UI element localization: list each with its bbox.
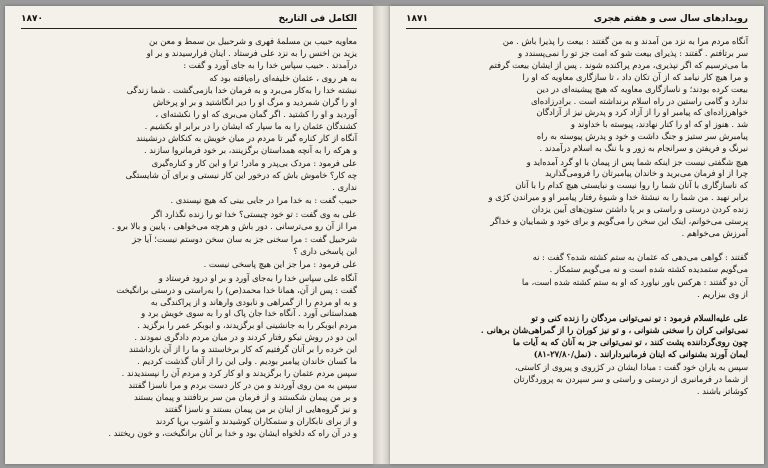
right-page-number: ۱۸۷۱	[406, 14, 428, 24]
paragraph: علی به وی گفت : تو خود چیستی؟ خدا تو را زنده نگذارد اگر مرا از آن رو می‌ترسانی . دور باش و هرچه می‌خواهی ، پایین و بالا برو .	[111, 208, 357, 231]
right-book-page	[390, 6, 764, 464]
right-page-body	[406, 36, 748, 454]
left-page-number: ۱۸۷۰	[21, 14, 43, 24]
paragraph: آن دو گفتند : هرکس باور نیاورد که او به ستم کشته شده است، ما از وی بیزاریم .	[521, 277, 748, 300]
paragraph: شرحبیل گفت : مرا سخنی جز به سان سخن دوستم نیست؛ آیا جز این پاسخی داری ؟	[132, 234, 357, 256]
left-page-header	[21, 14, 357, 29]
paragraph: سپس به یاران خود گفت : مبادا ایشان در کژروی و پیروی از کاستی، از شما در فرمانبری از درستی و راستی و سر سپردن به پروردگارتان کوشاتر باشند .	[513, 362, 748, 396]
book-gutter	[373, 6, 390, 464]
paragraph: آنگاه علی سپاس خدا را به‌جای آورد و بر او درود فرستاد و گفت : پس از آن، همانا خدا محمد(ص) را به‌راستی و درستی برانگیخت و به او مردم را از گمراهی و نابودی وارهاند و از پراکندگی به همداستانی آورد . آنگاه خدا جان پاک او را به سوی خویش برد و مردم ابوبکر را به جانشینی او برگزیدند، و ابوبکر عمر را برگزید . این دو در روش نیکو رفتار کردند و در میان مردم دادگری نمودند . این خرده را بر آنان گرفتیم که کار برخاستند و ما را از آن بازداشتند ما کسان خاندان پیامبر بودیم . ولی این را از آنان گذشت کردیم . سپس مردم عثمان را برگزیدند و او کار کرد و مردم آن را نپسندیدند . سپس به من روی آوردند و من در کار دست بردم و مرا ناسزا گفتند و بر من پیمان شکستند و از فرمان من سر برتافتند و پیمان بستند و نیز گروه‌هایی از اینان بر من پیمان بستند و ناسزا گفتند و از برای نابکاران و ستمکاران کوشیدند و آشوب برپا کردند و در آن راه که دلخواه ایشان بود و خدا بر آنان برانگیخت، و خون ریختند .	[108, 272, 357, 438]
paragraph: به هر روی ، عثمان خلیفه‌ای راه‌یافته بود که نیشته خدا را به‌کار می‌برد و به فرمان خدا بازمی‌گشت . شما زندگی او را گران شمردید و مرگ او را دیر انگاشتید و بر او پرخاش آوردید و او را کشتید . اگر گمان می‌بری که او را نکشته‌ای ، کشندگان عثمان را به ما سپار که ایشان را در برابر او بکشیم . آنگاه از کار کناره گیر تا مردم در میان خویش به کنکاش درنشینند و هرکه را به آنچه همداستان برگزینند، بر خود فرمانروا سازند .	[126, 73, 357, 155]
paragraph: آنگاه مردم مرا به نزد من آمدند و به من گفتند : بیعت را پذیرا باش . من سر برتافتم . گفتند : پذیرای بیعت شو که امت جز تو را نمی‌پسندد و ما می‌ترسیم که اگر نپذیری، مردم پراکنده شوند . پس از ایشان بیعت گرفتم و مرا هیچ کار نیامد که از آن تکان داد ، تا سازگاری معاویه که او را بیعت کرده بودند؛ و ناسازگاری معاویه که هیچ پیشینه‌ای در دین ندارد و گامی راستین در راه اسلام برنداشته است . برادرزاده‌ای خواهرزاده‌ای که پیامبر او را از آزاد کرد و پدرش نیز از آزادگان شد . هنوز او که او را کنار نهادند، پیوسته با خداوند و پیامبرش سر ستیز و جنگ داشت و خود و پدرش پیوسته به راه نیرنگ و فریفتن و سرانجام به زور و با ننگ به اسلام درآمدند .	[489, 36, 748, 154]
paragraph: علی فرمود : مرا جز این هیچ پاسخی نیست .	[203, 259, 357, 270]
quran-quote-paragraph: علی علیه‌السلام فرمود : تو نمی‌توانی مردگان را زنده کنی و تو نمی‌توانی کران را سخنی شنوانی ، و تو نیز کوران را از گمراهی‌شان برهانی . چون روی‌گرداننده پشت کنند ، تو نمی‌توانی جز به آنان که به آیات ما ایمان آورند بشنوانی که اینان فرمانبردارانند . (نمل/۲۷/۸۰-۸۱)	[480, 313, 748, 359]
paragraph: معاویه حبیب بن مسلمهٔ فهری و شرحبیل بن سمط و معن بن یزید بن اخنس را به نزد علی فرستاد . اینان فرارسیدند و بر او درآمدند . حبیب سپاس خدا را به جای آورد و گفت :	[146, 36, 357, 70]
paragraph: حبیب گفت : به خدا مرا در جایی بینی که هیچ نپسندی .	[170, 195, 357, 206]
right-page-header	[406, 14, 748, 29]
paragraph: گفتند : گواهی می‌دهی که عثمان به ستم کشته شده؟ گفت : نه می‌گویم ستمدیده کشته شده است و نه می‌گویم ستمکار .	[532, 251, 748, 274]
left-page-running-title: الکامل فی التاریخ	[278, 14, 357, 24]
right-page-running-title: رویدادهای سال سی و هفتم هجری	[593, 14, 748, 24]
paragraph: علی فرمود : مردک بی‌پدر و مادر! ترا و این کار و کناره‌گیری چه کار؟ خاموش باش که درخور این کار نیستی و برای آن شایستگی نداری .	[125, 158, 357, 192]
left-page-body	[21, 36, 357, 454]
paragraph: هیچ شگفتی نیست جز اینکه شما پس از پیمان با او گرد آمده‌اید و چرا از او فرمان می‌برید و خاندان پیامبرتان را فرومی‌گذارید که ناسازگاری با آنان شما را روا نیست و نبایستی هیچ کدام را با آنان برابر نهید . من شما را به نبشتهٔ خدا و شیوهٔ رفتار پیامبر او و میراندن کژی و زنده کردن درستی و راستی و بر پا داشتن ستون‌های آیین یزدان پرستی می‌خوانم، اینک این سخن را می‌گویم و برای خود و شماییان و خداگر آمرزش می‌خواهم .	[488, 156, 748, 238]
left-book-page	[5, 6, 373, 464]
